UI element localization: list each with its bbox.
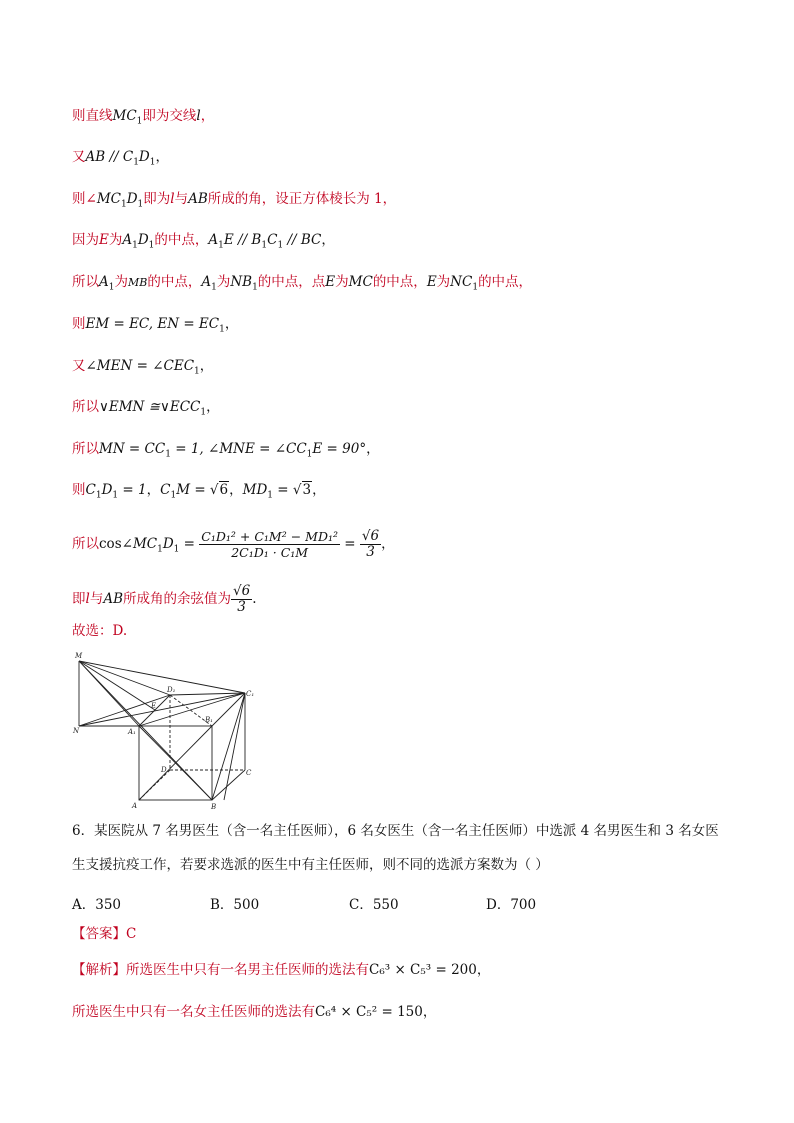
text: ， bbox=[381, 536, 395, 552]
math: C bbox=[160, 482, 171, 498]
label-C: C bbox=[246, 769, 252, 777]
sub: 1 bbox=[472, 282, 479, 293]
text: 的中点，点 bbox=[257, 274, 326, 290]
text: ， bbox=[224, 316, 239, 332]
sub: 1 bbox=[219, 324, 225, 335]
math: MD bbox=[242, 482, 268, 498]
sub: 1 bbox=[148, 240, 155, 251]
sub: 1 bbox=[194, 366, 200, 377]
edge bbox=[139, 770, 170, 800]
math: A bbox=[201, 274, 212, 290]
solution-line-7 bbox=[72, 357, 213, 375]
solution-line-9 bbox=[72, 440, 380, 458]
analysis-line-2 bbox=[72, 1003, 436, 1021]
edge bbox=[170, 693, 245, 695]
text: 则 bbox=[72, 482, 86, 498]
sub: 1 bbox=[218, 240, 224, 251]
math: = bbox=[273, 482, 293, 498]
math: = bbox=[179, 536, 200, 552]
fraction-numerator: √6 bbox=[233, 583, 251, 599]
sub: 1 bbox=[211, 282, 217, 293]
solution-line-3 bbox=[72, 190, 396, 208]
choice-b: B．500 bbox=[210, 897, 260, 913]
text: 所以 bbox=[72, 536, 99, 552]
math: M = bbox=[176, 482, 210, 498]
sub: 1 bbox=[277, 240, 284, 251]
question-6-line-2: 生支援抗疫工作，若要求选派的医生中有主任医师，则不同的选派方案数为（ ） bbox=[72, 857, 549, 873]
solution-line-2 bbox=[72, 148, 169, 166]
sub: 1 bbox=[132, 240, 138, 251]
math: A bbox=[99, 274, 109, 290]
math: MC bbox=[348, 274, 373, 290]
text: 所以 bbox=[72, 441, 99, 457]
cosine-fraction bbox=[231, 584, 252, 615]
math: A bbox=[208, 232, 219, 248]
sub: 1 bbox=[120, 199, 127, 210]
text: 又 bbox=[72, 358, 86, 374]
solution-line-1 bbox=[72, 107, 214, 125]
math: E bbox=[325, 274, 336, 290]
sub: 1 bbox=[112, 490, 119, 501]
edge bbox=[224, 693, 245, 800]
math: ∠MEN = ∠CEC bbox=[85, 358, 195, 374]
cos-fraction bbox=[199, 529, 340, 560]
math: 6 bbox=[219, 482, 229, 498]
text: ， bbox=[312, 482, 326, 498]
text: 的中点， bbox=[372, 274, 427, 290]
text: 即 bbox=[72, 591, 86, 607]
label-D: D bbox=[161, 766, 167, 774]
math: AB // C bbox=[85, 149, 134, 165]
fraction-denominator: 2C₁D₁ · C₁M bbox=[231, 545, 309, 560]
math: E bbox=[99, 232, 109, 248]
solution-line-4 bbox=[72, 231, 335, 249]
solution-line-6 bbox=[72, 315, 238, 333]
solution-line-11 bbox=[72, 529, 395, 560]
math: l bbox=[196, 108, 201, 124]
sub: 1 bbox=[149, 157, 156, 168]
label-E: E bbox=[151, 702, 157, 710]
sub: 1 bbox=[108, 282, 115, 293]
analysis-tag: 【解析】 bbox=[72, 962, 126, 978]
math: AB bbox=[188, 191, 208, 207]
math: // BC bbox=[283, 232, 322, 248]
sub: 1 bbox=[200, 407, 207, 418]
math: A bbox=[122, 232, 133, 248]
math: C₆³ × C₅³ = 200 bbox=[369, 962, 477, 978]
choice-c: C．550 bbox=[349, 897, 399, 913]
text: 因为 bbox=[72, 232, 99, 248]
math: C₆⁴ × C₅² = 150 bbox=[315, 1004, 423, 1020]
text: 与 bbox=[174, 191, 189, 207]
text: ， bbox=[146, 482, 161, 498]
math: E bbox=[426, 274, 437, 290]
text: 所选医生中只有一名女主任医师的选法有 bbox=[72, 1004, 315, 1020]
math: D bbox=[162, 536, 174, 552]
sub: 1 bbox=[157, 544, 163, 555]
sub: 1 bbox=[95, 490, 102, 501]
math: D bbox=[138, 149, 150, 165]
math: D bbox=[137, 232, 149, 248]
math: D bbox=[126, 191, 138, 207]
text: ， bbox=[476, 962, 491, 978]
sub: 1 bbox=[136, 116, 143, 127]
math: ∨EMN ≅∨ECC bbox=[99, 399, 201, 415]
solution-line-12 bbox=[72, 584, 257, 615]
math: E // B bbox=[223, 232, 262, 248]
text: ， bbox=[155, 149, 169, 165]
text: 为 bbox=[108, 232, 123, 248]
sub: 1 bbox=[306, 449, 313, 460]
text: ， bbox=[199, 358, 214, 374]
text: ， bbox=[366, 441, 380, 457]
sub: 1 bbox=[261, 240, 268, 251]
label-D1: D₁ bbox=[167, 686, 176, 694]
label-M: M bbox=[75, 652, 83, 660]
answer-tag: 【答案】 bbox=[72, 926, 126, 942]
math: cos∠ bbox=[99, 536, 133, 552]
math: = 1 bbox=[118, 482, 147, 498]
choice-a: A．350 bbox=[72, 897, 122, 913]
sub: 1 bbox=[133, 157, 139, 168]
text: 所以 bbox=[72, 399, 99, 415]
label-B: B bbox=[211, 803, 217, 810]
label-N: N bbox=[73, 727, 80, 735]
math: l bbox=[170, 191, 175, 207]
text: 则 bbox=[72, 316, 86, 332]
text: 所成角的余弦值为 bbox=[123, 591, 231, 607]
math: C bbox=[85, 482, 96, 498]
text: ， bbox=[321, 232, 335, 248]
math: MC bbox=[132, 536, 158, 552]
text: 为 bbox=[335, 274, 349, 290]
math: = 1, ∠MNE = ∠CC bbox=[170, 441, 307, 457]
math: = bbox=[340, 536, 360, 552]
math: MB bbox=[127, 276, 148, 289]
fraction-numerator: √6 bbox=[361, 528, 380, 544]
text: 所选医生中只有一名男主任医师的选法有 bbox=[126, 962, 369, 978]
sub: 1 bbox=[252, 282, 258, 293]
text: 则∠ bbox=[72, 191, 97, 207]
sub: 1 bbox=[267, 490, 274, 501]
fraction-denominator: 3 bbox=[366, 544, 375, 560]
fraction-denominator: 3 bbox=[237, 599, 246, 615]
text: . bbox=[252, 591, 257, 607]
text: 的中点， bbox=[478, 274, 533, 290]
label-A: A bbox=[132, 802, 138, 810]
label-B1: B₁ bbox=[205, 716, 213, 724]
fraction-numerator: C₁D₁² + C₁M² − MD₁² bbox=[201, 529, 338, 544]
text: 为 bbox=[436, 274, 451, 290]
text: 即为交线 bbox=[142, 108, 197, 124]
text: ， bbox=[229, 482, 243, 498]
solution-line-8 bbox=[72, 398, 220, 416]
result-fraction bbox=[360, 529, 381, 560]
sub: 1 bbox=[170, 490, 177, 501]
analysis-line-1 bbox=[72, 961, 490, 979]
text: 即为 bbox=[143, 191, 171, 207]
text: 为 bbox=[114, 274, 128, 290]
sub: 1 bbox=[137, 199, 144, 210]
math: C bbox=[267, 232, 278, 248]
cube-figure bbox=[72, 650, 262, 810]
text: ， bbox=[200, 108, 215, 124]
solution-line-5 bbox=[72, 273, 532, 292]
solution-choice-line: 故选：D. bbox=[72, 623, 128, 639]
math: D bbox=[101, 482, 113, 498]
text: 所以 bbox=[72, 274, 99, 290]
label-C1: C₁ bbox=[246, 690, 255, 698]
question-6-line-1: 6．某医院从 7 名男医生（含一名主任医师），6 名女医生（含一名主任医师）中选派 4 名男医生和 3 名女医 bbox=[72, 823, 719, 839]
text: ， bbox=[206, 399, 220, 415]
math: NB bbox=[230, 274, 253, 290]
math: l bbox=[85, 591, 90, 607]
math: MC bbox=[96, 191, 121, 207]
math: 3 bbox=[302, 482, 312, 498]
text: 又 bbox=[72, 149, 86, 165]
text: ， bbox=[422, 1004, 437, 1020]
choice-d: D．700 bbox=[486, 897, 537, 913]
label-A1: A₁ bbox=[128, 728, 136, 736]
math: NC bbox=[450, 274, 473, 290]
text: 所成的角，设正方体棱长为 1， bbox=[207, 191, 397, 207]
text: 的中点， bbox=[154, 232, 209, 248]
sub: 1 bbox=[173, 544, 180, 555]
text: 的中点， bbox=[147, 274, 202, 290]
math: AB bbox=[103, 591, 123, 607]
sub: 1 bbox=[165, 449, 171, 460]
text: 与 bbox=[89, 591, 104, 607]
math: MC bbox=[112, 108, 137, 124]
text: 为 bbox=[216, 274, 231, 290]
math: MN = CC bbox=[99, 441, 166, 457]
answer-value: C bbox=[126, 926, 137, 942]
math: E = 90° bbox=[312, 441, 367, 457]
answer-line bbox=[72, 925, 136, 943]
math: EM = EC, EN = EC bbox=[85, 316, 220, 332]
text: 则直线 bbox=[72, 108, 113, 124]
solution-line-10: 则$C_1D_1 = 1$，$C_1M = √6$，$MD_1 = √3$， bbox=[72, 482, 326, 501]
